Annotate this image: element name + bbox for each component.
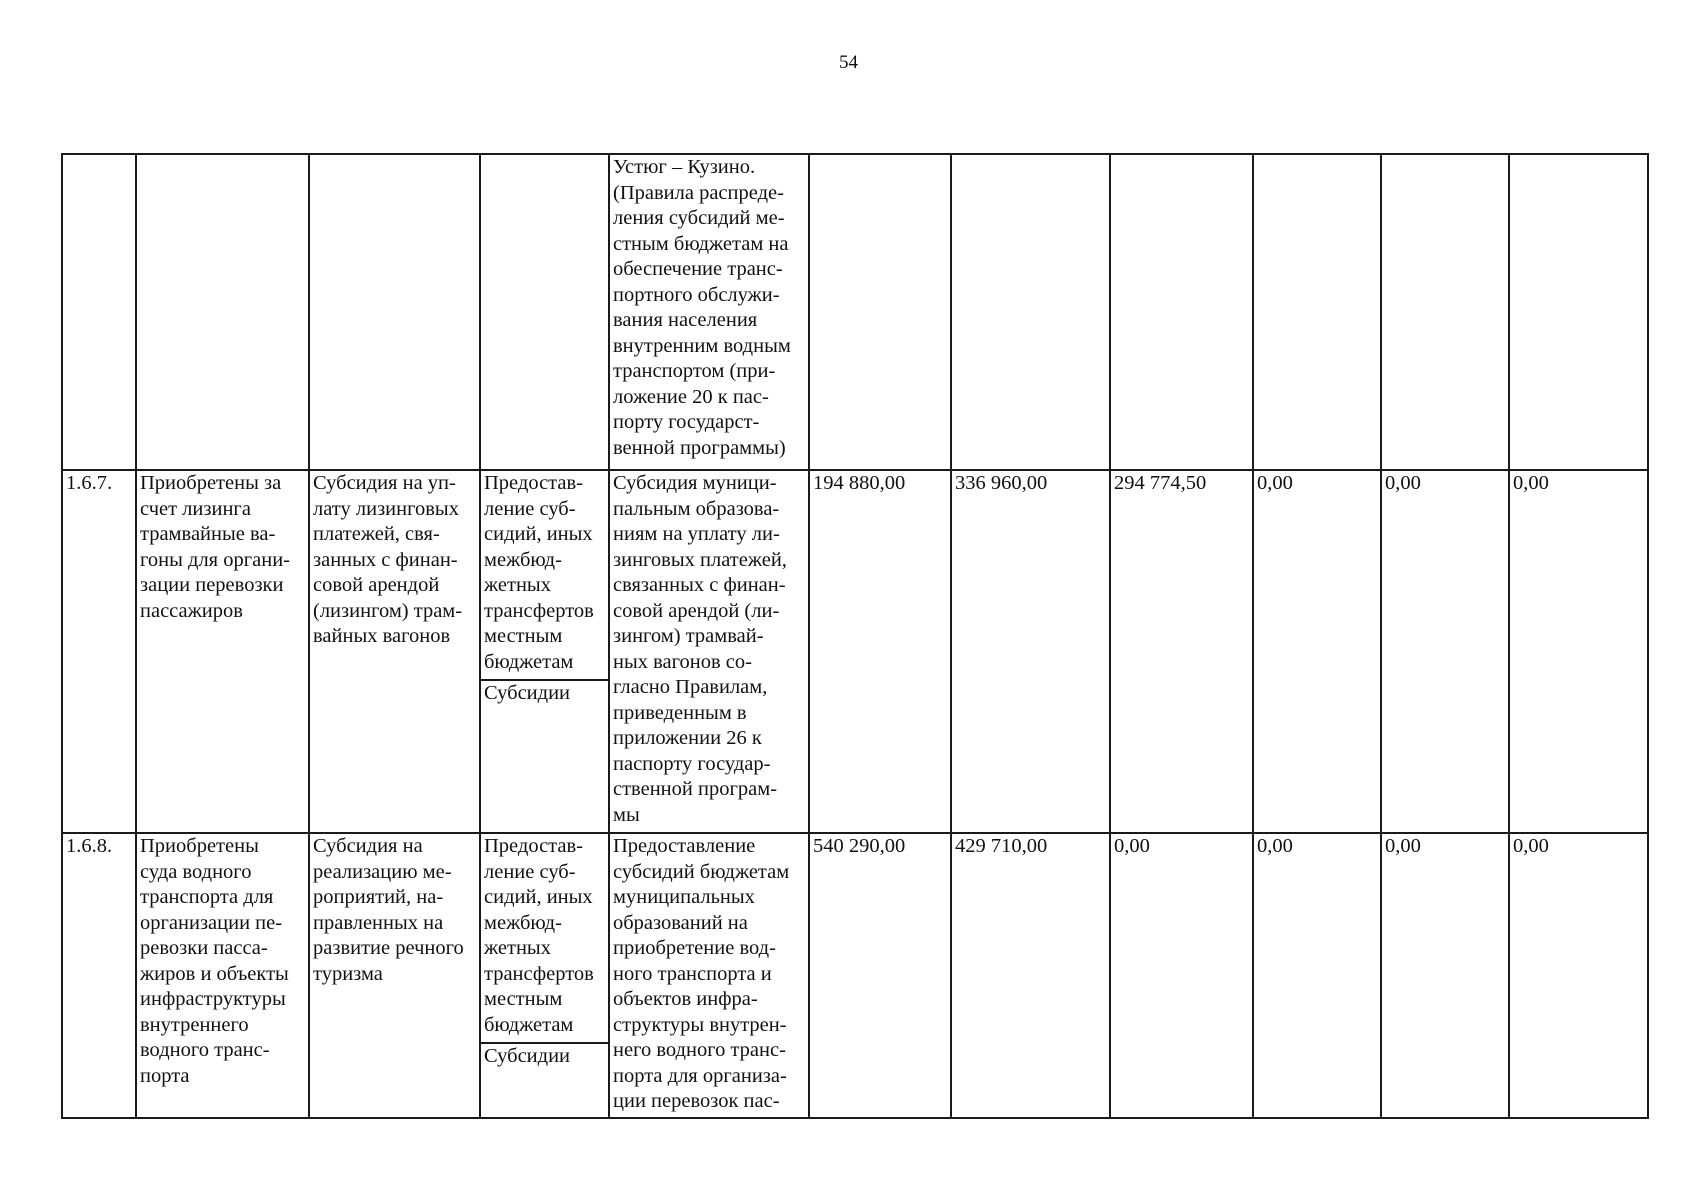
- value-cell: [1381, 833, 1509, 1118]
- mechanism-type: Субсидии: [481, 679, 608, 707]
- value-year-6: 0,00: [1513, 835, 1549, 857]
- value-cell: [809, 470, 951, 833]
- table-row: [62, 833, 1648, 1118]
- mechanism-cell: [480, 470, 609, 833]
- measure-text: Субсидия на уп- лату лизинговых платежей, свя- занных с финан- совой арендой (лизингом) трам- вайных вагонов: [313, 472, 463, 647]
- value-cell: [1509, 833, 1648, 1118]
- result-cell: [136, 470, 309, 833]
- value-cell: [1110, 470, 1253, 833]
- result-text: Приобретены суда водного транспорта для организации пе- ревозки пасса- жиров и объекты инфраструктуры внутреннего водного транс- порта: [140, 835, 289, 1087]
- mechanism-form: Предостав- ление суб- сидий, иных межбюд- жетных трансфертов местным бюджетам: [484, 472, 594, 673]
- value-cell: [1110, 154, 1253, 470]
- value-year-5: 0,00: [1385, 472, 1421, 494]
- description-text: Устюг – Кузино. (Правила распреде- ления субсидий ме- стным бюджетам на обеспечение транс- портного обслужи- вания населения внутренним водным транспортом (при- ложение 20 к пас- порту государст- венной программы): [613, 156, 791, 459]
- value-cell: [1509, 470, 1648, 833]
- value-year-4: 0,00: [1257, 472, 1293, 494]
- value-year-3: 294 774,50: [1114, 472, 1207, 494]
- measure-text: Субсидия на реализацию ме- роприятий, на- правленных на развитие речного туризма: [313, 835, 464, 985]
- description-text: Субсидия муници- пальным образова- ниям на уплату ли- зинговых платежей, связанных с финан- совой арендой (ли- зингом) трамвай- ных вагонов со- гласно Правилам, приведенным в приложении 26 к паспорту государ- ственной програм- мы: [613, 472, 787, 826]
- mechanism-stack: [481, 834, 608, 1070]
- mechanism-type: Субсидии: [481, 1042, 608, 1070]
- value-cell: [809, 154, 951, 470]
- value-year-2: 336 960,00: [955, 472, 1048, 494]
- result-text: Приобретены за счет лизинга трамвайные ва- гоны для органи- зации перевозки пассажиров: [140, 472, 291, 622]
- value-cell: [1110, 833, 1253, 1118]
- value-year-2: 429 710,00: [955, 835, 1048, 857]
- mechanism-cell: [480, 154, 609, 470]
- page-number: 54: [839, 52, 858, 73]
- item-number-cell: [62, 833, 136, 1118]
- mechanism-cell: [480, 833, 609, 1118]
- description-cell: [609, 470, 809, 833]
- item-number: 1.6.8.: [66, 835, 113, 857]
- measure-cell: [309, 154, 480, 470]
- description-cell: [609, 154, 809, 470]
- table-row: [62, 154, 1648, 470]
- value-cell: [951, 833, 1110, 1118]
- value-year-3: 0,00: [1114, 835, 1150, 857]
- measure-cell: [309, 470, 480, 833]
- program-measures-table: [61, 153, 1649, 1119]
- result-cell: [136, 833, 309, 1118]
- item-number: 1.6.7.: [66, 472, 113, 494]
- item-number-cell: [62, 154, 136, 470]
- value-cell: [1381, 154, 1509, 470]
- item-number-cell: [62, 470, 136, 833]
- description-cell: [609, 833, 809, 1118]
- description-text: Предоставление субсидий бюджетам муниципальных образований на приобретение вод- ного транспорта и объектов инфра- структуры внутрен- него водного транс- порта для организа- ции перевозок пас-: [613, 835, 790, 1112]
- value-cell: [1381, 470, 1509, 833]
- value-cell: [1253, 833, 1381, 1118]
- value-year-1: 540 290,00: [813, 835, 906, 857]
- mechanism-form: Предостав- ление суб- сидий, иных межбюд- жетных трансфертов местным бюджетам: [484, 835, 594, 1036]
- result-cell: [136, 154, 309, 470]
- value-year-4: 0,00: [1257, 835, 1293, 857]
- measure-cell: [309, 833, 480, 1118]
- value-cell: [1253, 154, 1381, 470]
- value-cell: [809, 833, 951, 1118]
- value-cell: [951, 470, 1110, 833]
- value-year-6: 0,00: [1513, 472, 1549, 494]
- value-cell: [1253, 470, 1381, 833]
- value-year-5: 0,00: [1385, 835, 1421, 857]
- value-cell: [1509, 154, 1648, 470]
- value-cell: [951, 154, 1110, 470]
- mechanism-stack: [481, 471, 608, 707]
- value-year-1: 194 880,00: [813, 472, 906, 494]
- table-row: [62, 470, 1648, 833]
